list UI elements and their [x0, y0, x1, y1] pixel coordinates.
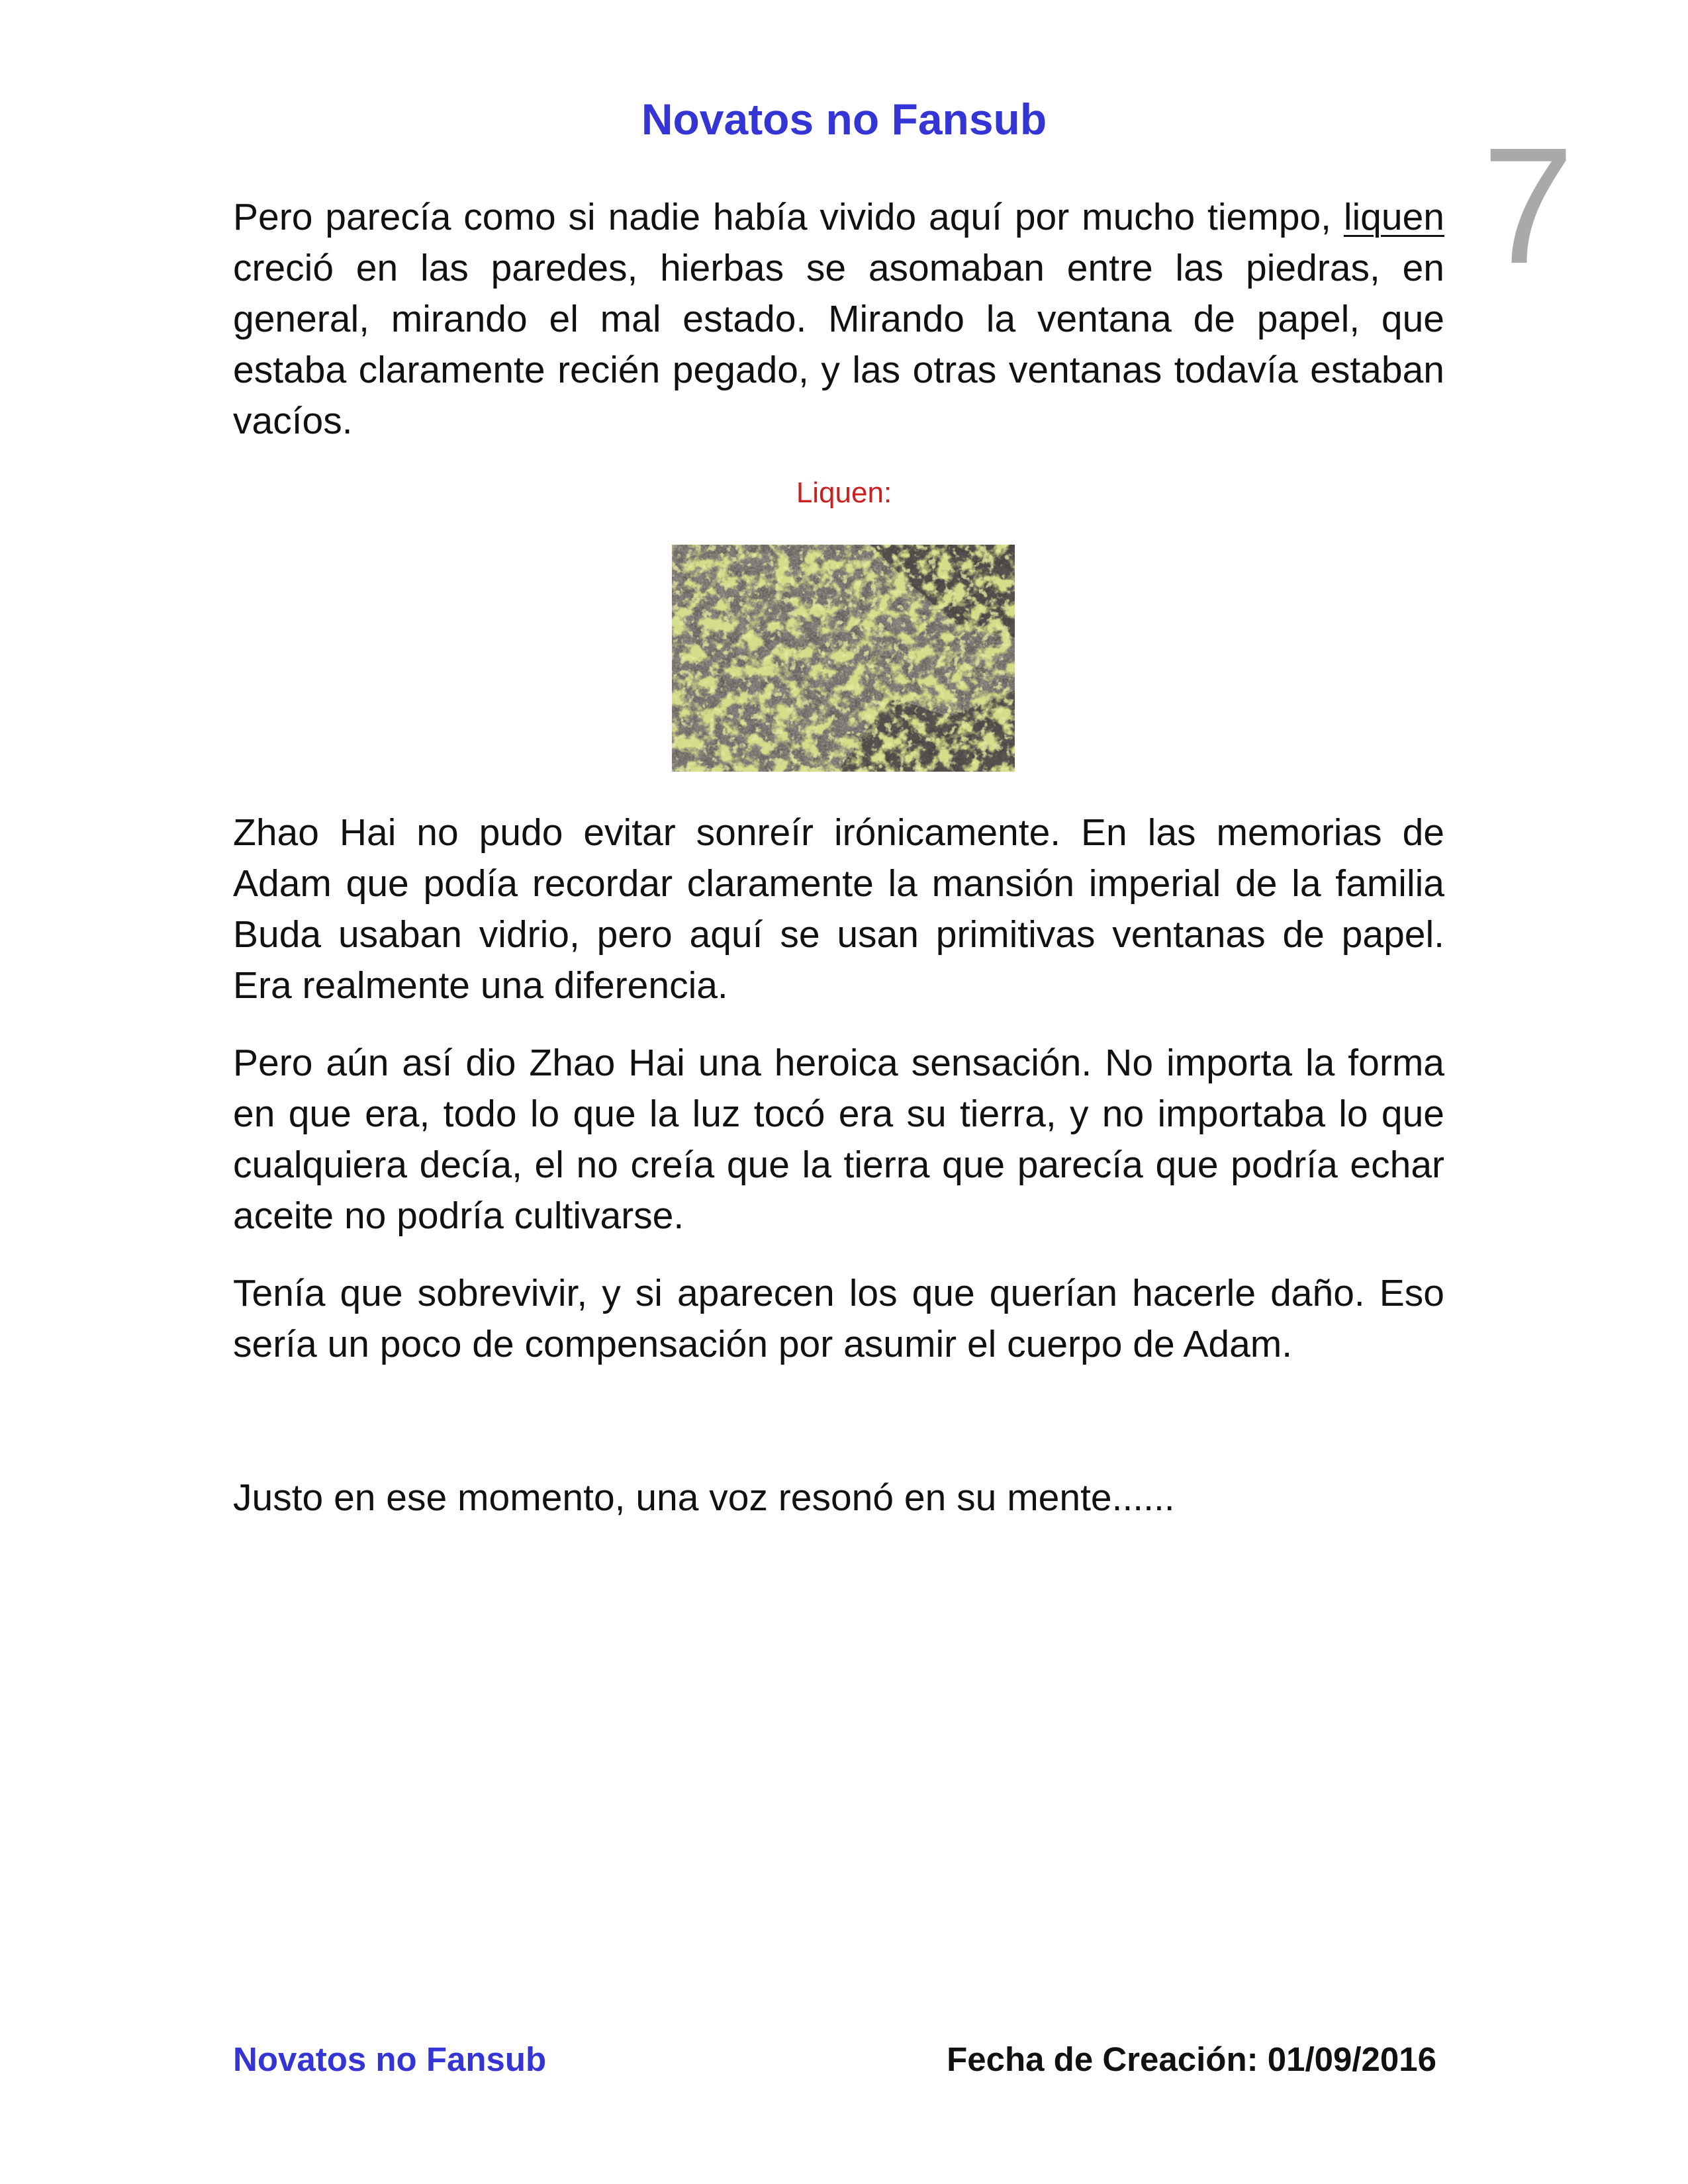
lichen-term-link[interactable]: liquen — [1343, 196, 1444, 238]
paragraph-5: Justo en ese momento, una voz resonó en su mente...... — [233, 1477, 1175, 1519]
footer-creation-date: Fecha de Creación: 01/09/2016 — [947, 2040, 1436, 2078]
paragraph-1 — [233, 192, 1444, 447]
figure-caption: Liquen: — [796, 477, 892, 509]
lichen-photo — [672, 545, 1015, 772]
page-number: 7 — [1481, 113, 1574, 298]
page-header-title: Novatos no Fansub — [641, 95, 1047, 144]
paragraph-4: Tenía que sobrevivir, y si aparecen los que querían hacerle daño. Eso sería un poco de compensación por asumir el cuerpo de Adam. — [233, 1272, 1444, 1365]
paragraph-2: Zhao Hai no pudo evitar sonreír irónicamente. En las memorias de Adam que podía recordar claramente la mansión imperial de la familia Buda usaban vidrio, pero aquí se usan primitivas ventanas de papel. Era realmente una diferencia. — [233, 811, 1444, 1007]
paragraph-1-text-start: Pero parecía como si nadie había vivido aquí por mucho tiempo, — [233, 196, 1344, 238]
paragraph-3: Pero aún así dio Zhao Hai una heroica sensación. No importa la forma en que era, todo lo que la luz tocó era su tierra, y no importaba lo que cualquiera decía, el no creía que la tierra que parecía que podría echar aceite no podría cultivarse. — [233, 1042, 1444, 1237]
footer-fansub-name: Novatos no Fansub — [233, 2040, 547, 2078]
paragraph-1-text-end: creció en las paredes, hierbas se asomaban entre las piedras, en general, mirando el mal estado. Mirando la ventana de papel, que estaba claramente recién pegado, y las otras ventanas todavía estaban vacíos. — [233, 247, 1444, 442]
